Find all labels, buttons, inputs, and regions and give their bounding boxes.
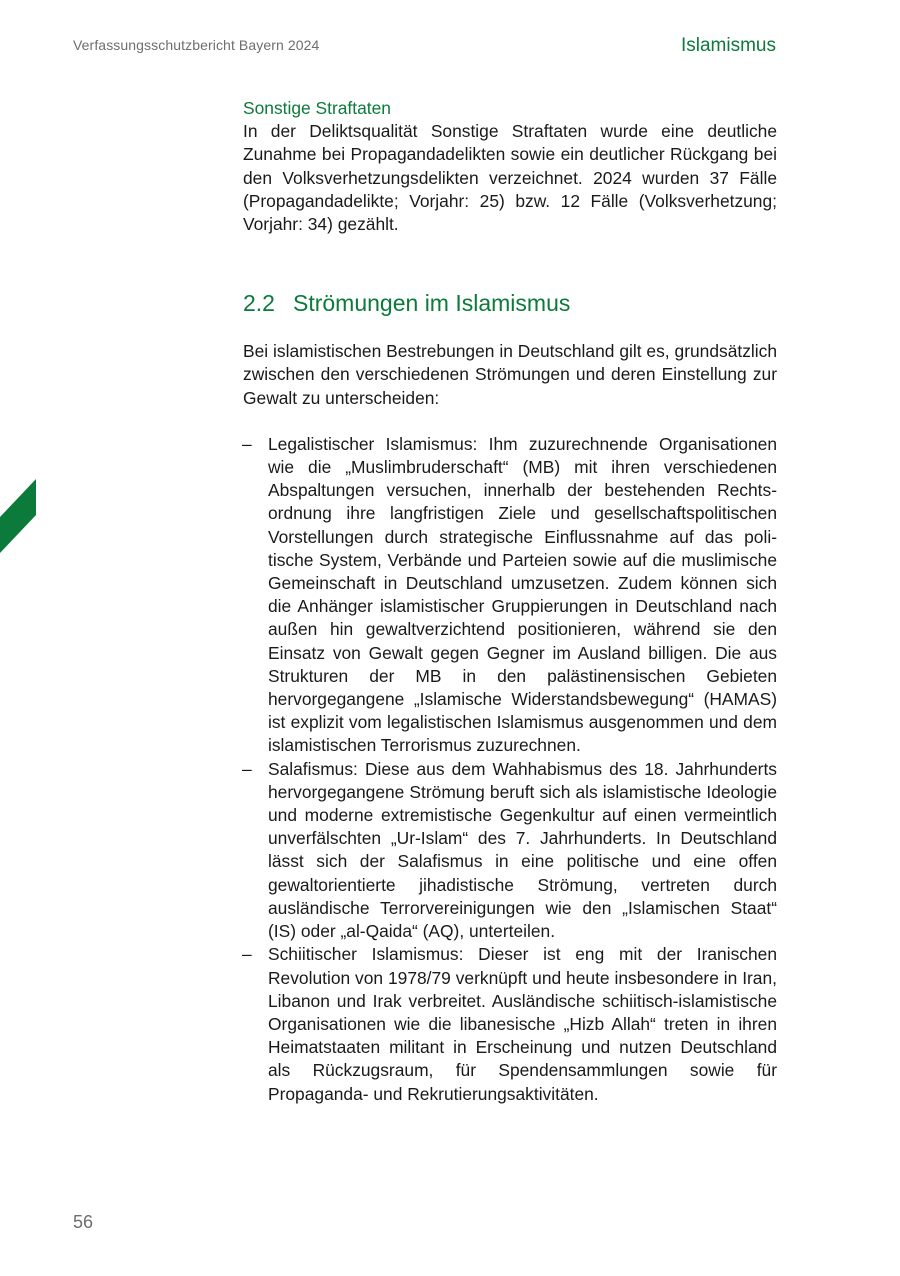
list-item-text: Salafismus: Diese aus dem Wahhabismus des 18. Jahrhunderts hervorgegangene Strömung beruft sich als islamistische Ideologie und moderne extremistische Gegenkultur auf einen vermeintlich unverfälschten „Ur-Islam“ des 7. Jahrhunderts. In Deutschland lässt sich der Salafismus in eine politische und eine offen gewaltorientierte jihadistische Strömung, vertreten durch ausländische Terrorvereinigungen wie den „Islamischen Staat“ (IS) oder „al-Qaida“ (AQ), unterteilen. [268,758,777,942]
list-item [243,758,777,944]
list-item-text: Legalistischer Islamismus: Ihm zuzurechnende Organisationen wie die „Muslimbruderschaft“ (MB) mit ihren verschiedenen Abspaltungen versuchen, innerhalb der bestehenden Rechtsordnung ihre langfristigen Ziele und gesellschaftspolitischen Vorstellungen durch strategische Einflussnahme auf das politische System, Verbände und Parteien sowie auf die muslimische Gemeinschaft in Deutschland umzusetzen. Zudem können sich die Anhänger islamistischer Gruppierungen in Deutschland nach außen hin gewaltverzichtend positionieren, während sie den Einsatz von Gewalt gegen Gegner im Ausland billigen. Die aus Strukturen der MB in den palästinensischen Gebieten hervorgegangene „Islamische Widerstandsbewegung“ (HAMAS) ist explizit vom legalistischen Islamismus ausgenommen und dem islamistischen Terrorismus zuzurechnen. [268,433,777,756]
bullet-dash: – [242,433,252,454]
subsection-heading: Sonstige Straftaten [243,98,391,118]
section-heading [243,288,777,318]
bullet-list [243,433,777,1106]
list-item-text: Schiitischer Islamismus: Dieser ist eng mit der Iranischen Revolution von 1978/79 verknüpft und heute insbesondere in Iran, Libanon und Irak verbreitet. Ausländische schiitisch-islamistische Organisationen wie die libanesische „Hizb Allah“ treten in ihren Heimatstaaten militant in Erscheinung und nutzen Deutschland als Rückzugsraum, für Spendensammlungen sowie für Propaganda- und Rekrutierungsaktivitäten. [268,944,777,1104]
intro-paragraph: Bei islamistischen Bestrebungen in Deutschland gilt es, grundsätzlich zwischen den verschiedenen Strömungen und deren Einstellung zur Gewalt zu unterscheiden: [243,341,777,408]
section-heading-text: Strömungen im Islamismus [293,290,571,317]
list-item [243,433,777,758]
list-item [243,943,777,1105]
subsection-paragraph: In der Deliktsqualität Sonstige Straftaten wurde eine deutliche Zunahme bei Propagandadelikten sowie ein deutlicher Rückgang bei den Volksverhetzungsdelikten verzeichnet. 2024 wurden 37 Fälle (Propagandadelikte; Vorjahr: 25) bzw. 12 Fälle (Volksverhetzung; Vorjahr: 34) gezählt. [243,121,777,235]
bullet-dash: – [242,944,252,965]
section-label: Islamismus [680,35,776,56]
bullet-dash: – [242,758,252,779]
main-content [243,97,777,1106]
page-number: 56 [73,1212,94,1232]
running-header: Verfassungsschutzbericht Bayern 2024 [73,37,320,53]
chapter-tab-marker [0,479,36,553]
section-heading-number: 2.2 [243,290,275,317]
